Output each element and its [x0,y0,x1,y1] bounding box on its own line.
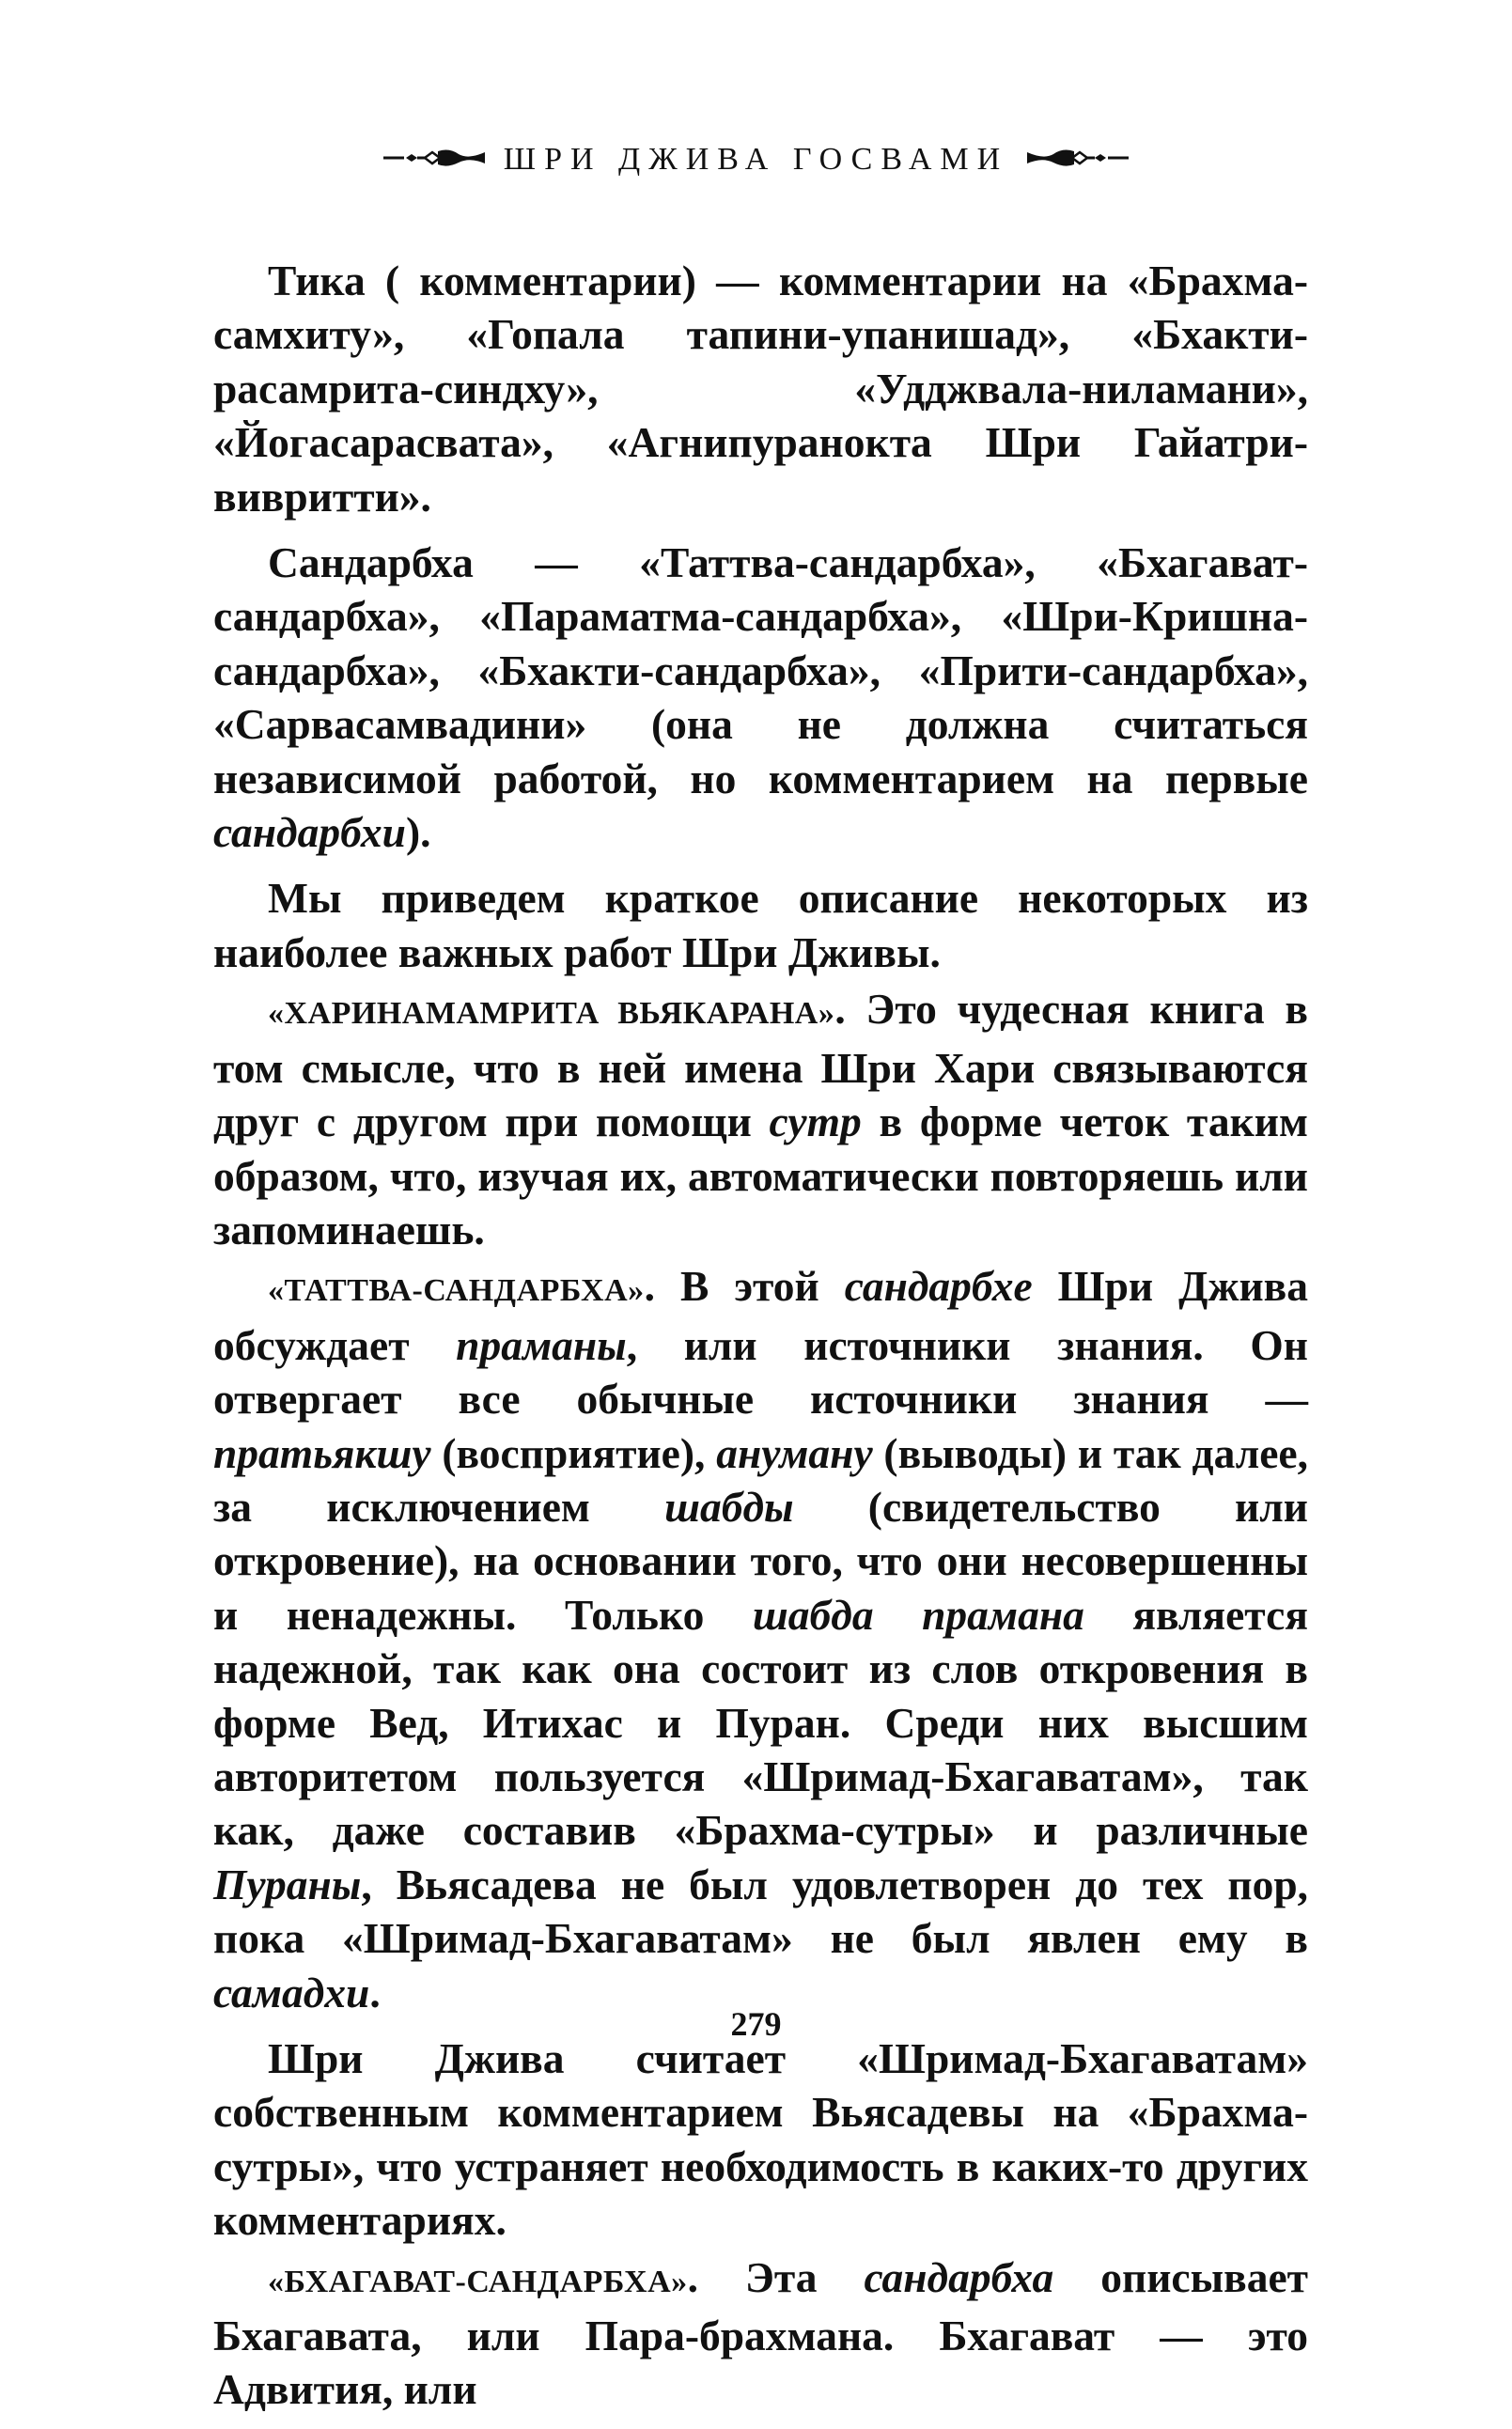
left-ornament-icon [383,139,487,177]
text-run: (восприятие), [430,1428,717,1477]
body-text [213,254,1308,2429]
italic-term: шабды [664,1482,794,1531]
paragraph [213,982,1308,1256]
text-run: в форме четок таким образом, что, изучая их, автоматически повторяешь или запоминаешь. [213,1098,1308,1253]
running-head [0,141,1512,180]
text-run: Мы приведем краткое описание некоторых из наиболее важных работ Шри Дживы. [213,874,1308,976]
text-run: Тика ( комментарии) — комментарии на «Брахма-самхиту», «Гопала тапини-упанишад», «Бхакти-расамрита-синдху», «Удджвала-ниламани», «Йогасарасвата», «Агнипураноктa Шри Гайатри-вивритти». [213,257,1308,521]
text-run: ). [405,808,431,857]
section-heading: «ТАТТВА-САНДАРБХА» [268,1273,645,1309]
italic-term: сандарбха [864,2252,1054,2301]
text-run: Сандарбха — «Таттва-сандарбха», «Бхагават-сандарбха», «Параматма-сандарбха», «Шри-Кришна-сандарбха», «Бхакти-сандарбха», «Прити-сандарбха», «Сарвасамвадини» (она не должна считаться независимой работой, но комментарием на первые [213,538,1308,802]
text-run: . [369,1968,381,2016]
paragraph [213,536,1308,859]
italic-term: сандарбхи [213,808,406,857]
paragraph [213,2032,1308,2248]
paragraph [213,871,1308,979]
italic-term: сутр [769,1098,862,1146]
text-run: , Вьясадева не был удовлетворен до тех пор, пока «Шримад-Бхагаватам» не был явлен ему в [213,1860,1308,1963]
text-run: , или источники знания. Он отвергает все обычные источники знания — [213,1320,1308,1424]
italic-term: пратьякшу [213,1428,431,1477]
italic-term: шабда прамана [752,1590,1084,1639]
text-run: (свидетельство или откровение), на основании того, что они несовершенны и ненадежны. Только [213,1482,1309,1639]
section-heading: «ХАРИНАМАМРИТА ВЬЯКАРАНА» [268,996,835,1032]
italic-term: самадхи [213,1968,370,2016]
text-run: является надежной, так как она состоит из слов откровения в форме Вед, Итихас и Пуран. Среди них высшим авторитетом пользуется «Шримад-Бхагаватам», так как, даже составив «Брахма-сутры» и различные [213,1590,1308,1855]
text-run: описывает Бхагавата, или Пара-брахмана. Бхагават — это Адвития, или [213,2252,1308,2414]
text-run: (выводы) и так далее, за исключением [213,1428,1309,1531]
italic-term: сандарбхе [844,1262,1033,1311]
text-run: . В этой [644,1262,845,1311]
paragraph [213,1259,1308,2019]
italic-term: Пураны [213,1860,362,1908]
right-ornament-icon [1025,139,1129,177]
italic-term: ануману [716,1428,873,1477]
text-run: Шри Джива считает «Шримад-Бхагаватам» собственным комментарием Вьясадевы на «Брахма-сутры», что устраняет необходимость в каких-то других комментариях. [213,2034,1308,2245]
italic-term: праманы [456,1320,627,1369]
running-title: ШРИ ДЖИВА ГОСВАМИ [503,142,1009,177]
text-run: Шри Джива обсуждает [213,1262,1308,1369]
text-run: . Эта [687,2252,865,2301]
section-heading: «БХАГАВАТ-САНДАРБХА» [268,2264,688,2299]
paragraph [213,2250,1308,2417]
page-number: 279 [730,2005,782,2043]
text-run: . Это чудесная книга в том смысле, что в ней имена Шри Хари связываются друг с другом при помощи [213,985,1308,1146]
paragraph [213,254,1308,523]
